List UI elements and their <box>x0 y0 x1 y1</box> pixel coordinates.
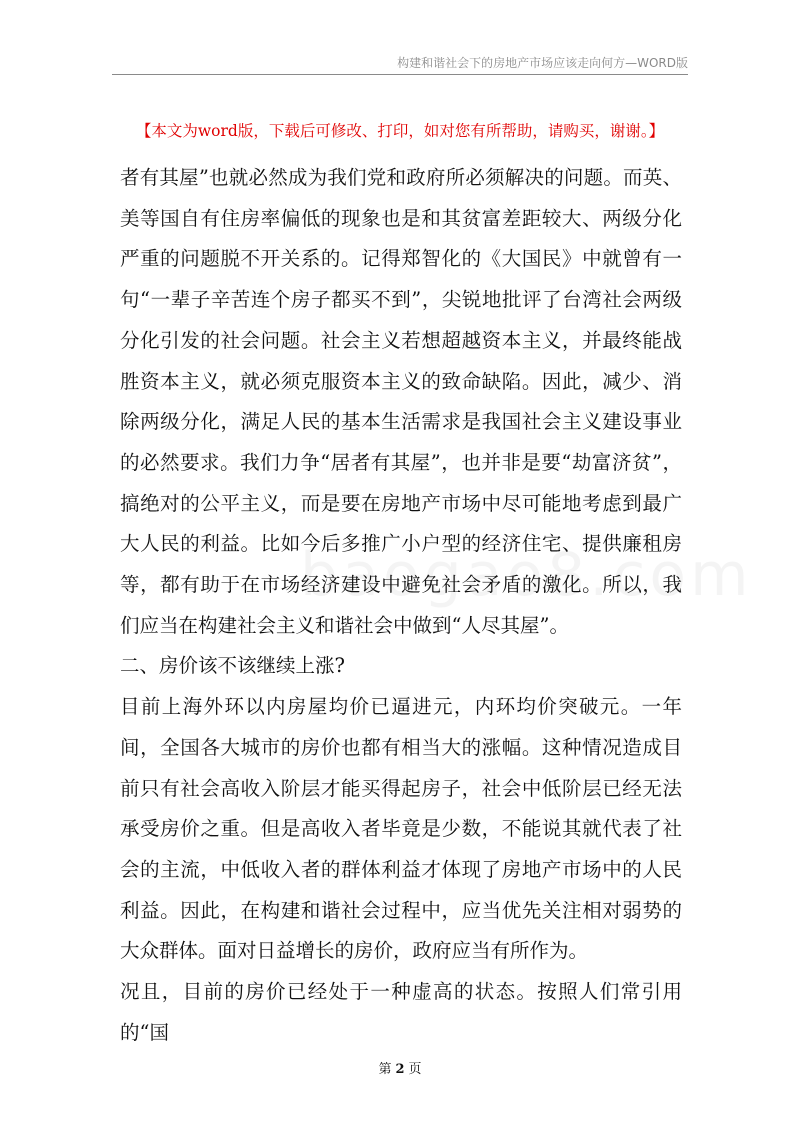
paragraph: 目前上海外环以内房屋均价已逼进元，内环均价突破元。一年间，全国各大城市的房价也都有相当大的涨幅。这种情况造成目前只有社会高收入阶层才能买得起房子，社会中低阶层已经无法承受房价之重。但是高收入者毕竟是少数，不能说其就代表了社会的主流，中低收入者的群体利益才体现了房地产市场中的人民利益。因此，在构建和谐社会过程中，应当优先关注相对弱势的大众群体。面对日益增长的房价，政府应当有所作为。 <box>120 695 682 963</box>
page-footer <box>0 1058 800 1077</box>
section-heading: 二、房价该不该继续上涨? <box>120 654 345 678</box>
download-notice: 【本文为word版，下载后可修改、打印，如对您有所帮助，请购买，谢谢。】 <box>135 122 665 140</box>
page-prefix: 第 <box>378 1062 392 1077</box>
body-text <box>120 158 682 1053</box>
paragraph: 况且，目前的房价已经处于一种虚高的状态。按照人们常引用的“国 <box>120 980 682 1044</box>
header-divider <box>112 74 688 75</box>
running-header: 构建和谐社会下的房地产市场应该走向何方—WORD版 <box>397 56 688 70</box>
page-number: 2 <box>395 1062 405 1077</box>
page-suffix: 页 <box>408 1062 422 1077</box>
paragraph: 者有其屋”也就必然成为我们党和政府所必须解决的问题。而英、美等国自有住房率偏低的现象也是和其贫富差距较大、两级分化严重的问题脱不开关系的。记得郑智化的《大国民》中就曾有一句“一辈子辛苦连个房子都买不到”，尖锐地批评了台湾社会两级分化引发的社会问题。社会主义若想超越资本主义，并最终能战胜资本主义，就必须克服资本主义的致命缺陷。因此，减少、消除两级分化，满足人民的基本生活需求是我国社会主义建设事业的必然要求。我们力争“居者有其屋”，也并非是要“劫富济贫”，搞绝对的公平主义，而是要在房地产市场中尽可能地考虑到最广大人民的利益。比如今后多推广小户型的经济住宅、提供廉租房等，都有助于在市场经济建设中避免社会矛盾的激化。所以，我们应当在构建社会主义和谐社会中做到“人尽其屋”。 <box>120 166 682 637</box>
